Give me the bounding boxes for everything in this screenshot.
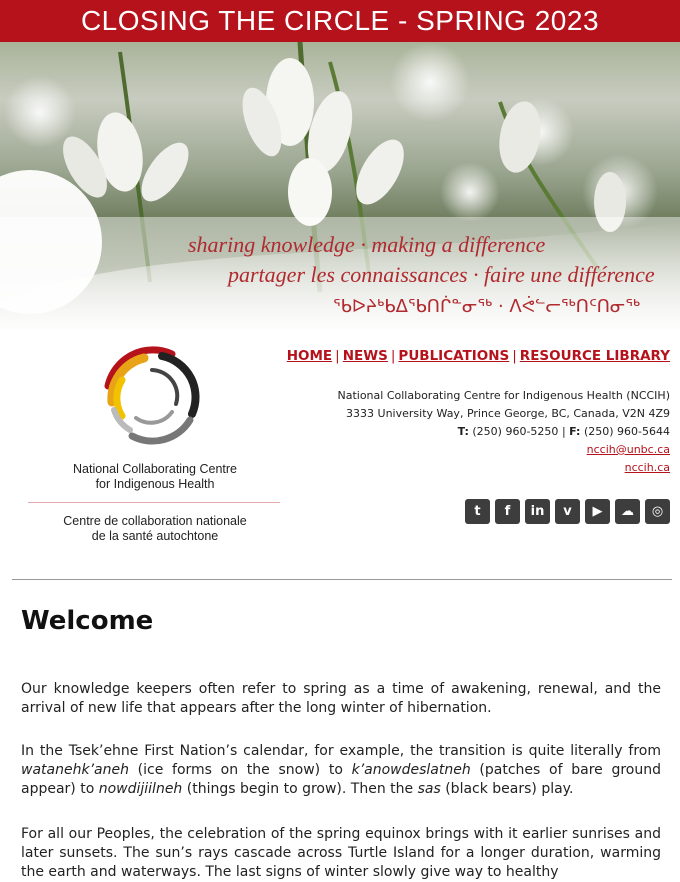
newsletter-title: CLOSING THE CIRCLE - SPRING 2023 [80,5,600,36]
p2-term: nowdijiilneh [98,781,183,797]
section-divider [12,579,672,580]
logo-name-french [20,514,290,544]
p2-text: (black bears) play. [440,781,574,797]
tagline-inuktitut: ᖃᐅᔨᒃᑲᐃᖃᑎᒌᓐᓂᖅ · ᐱᕚᓪᓕᖅᑎᑦᑎᓂᖅ [333,296,641,317]
social-links [465,499,670,524]
facebook-icon[interactable]: f [495,499,520,524]
welcome-heading: Welcome [21,606,154,636]
logo-name-en-line1: National Collaborating Centre [73,462,237,476]
contact-org: National Collaborating Centre for Indigenous Health (NCCIH) [337,389,670,402]
logo-name-english [20,462,290,492]
vimeo-icon[interactable]: v [555,499,580,524]
linkedin-icon[interactable]: in [525,499,550,524]
p2-term: watanehk’aneh [21,762,129,778]
article-paragraph-1: Our knowledge keepers often refer to spring as a time of awakening, renewal, and the arrival of new life that appears after the long winter of hibernation. [21,681,661,716]
p2-text: (things begin to grow). Then the [182,781,418,797]
website-link[interactable]: nccih.ca [624,461,670,474]
logo-name-fr-line1: Centre de collaboration nationale [63,514,247,528]
tel-label: T: [457,425,469,438]
nav-news-link[interactable]: NEWS [342,348,388,364]
nav-separator: | [335,348,340,364]
youtube-icon[interactable]: ▶ [585,499,610,524]
logo-divider [28,502,280,503]
article-paragraph-3: For all our Peoples, the celebration of the spring equinox brings with it earlier sunrises and later sunsets. The sun’s rays cascade across Turtle Island for a longer duration, warming the earth and waterways. The last signs of winter slowly give way to healthy [21,826,661,880]
contact-address: 3333 University Way, Prince George, BC, Canada, V2N 4Z9 [346,407,670,420]
hero-image [0,42,680,330]
p2-text: In the Tsek’ehne First Nation’s calendar, for example, the transition is quite literally from [21,743,661,759]
nav-publications-link[interactable]: PUBLICATIONS [398,348,510,364]
article-paragraph-2 [21,742,661,799]
p2-text: (ice forms on the snow) to [128,762,352,778]
tagline-french: partager les connaissances · faire une différence [228,262,655,287]
tagline-english: sharing knowledge · making a difference [188,232,546,257]
p2-term: sas [417,781,441,797]
fax-number: (250) 960-5644 [583,425,670,438]
nav-resource-library-link[interactable]: RESOURCE LIBRARY [519,348,670,364]
top-nav [287,348,670,364]
nav-home-link[interactable]: HOME [286,348,333,364]
logo-name-fr-line2: de la santé autochtone [91,529,219,543]
contact-phone-fax: T: (250) 960-5250 | F: (250) 960-5644 [457,425,670,438]
twitter-icon[interactable]: t [465,499,490,524]
logo-name-en-line2: for Indigenous Health [95,477,215,491]
issuu-icon[interactable]: ◎ [645,499,670,524]
p2-term: k’anowdeslatneh [351,762,471,778]
nav-separator: | [390,348,396,364]
contact-info [337,387,670,477]
fax-label: F: [569,425,581,438]
soundcloud-icon[interactable]: ☁ [615,499,640,524]
nccih-logo[interactable] [20,338,290,558]
tel-number: (250) 960-5250 [472,425,559,438]
email-link[interactable]: nccih@unbc.ca [586,443,670,456]
p2-text: (patches of bare ground appear) to [21,762,661,797]
nccih-circle-logo-icon [20,338,290,458]
newsletter-banner [0,0,680,42]
nav-separator: | [512,348,517,364]
